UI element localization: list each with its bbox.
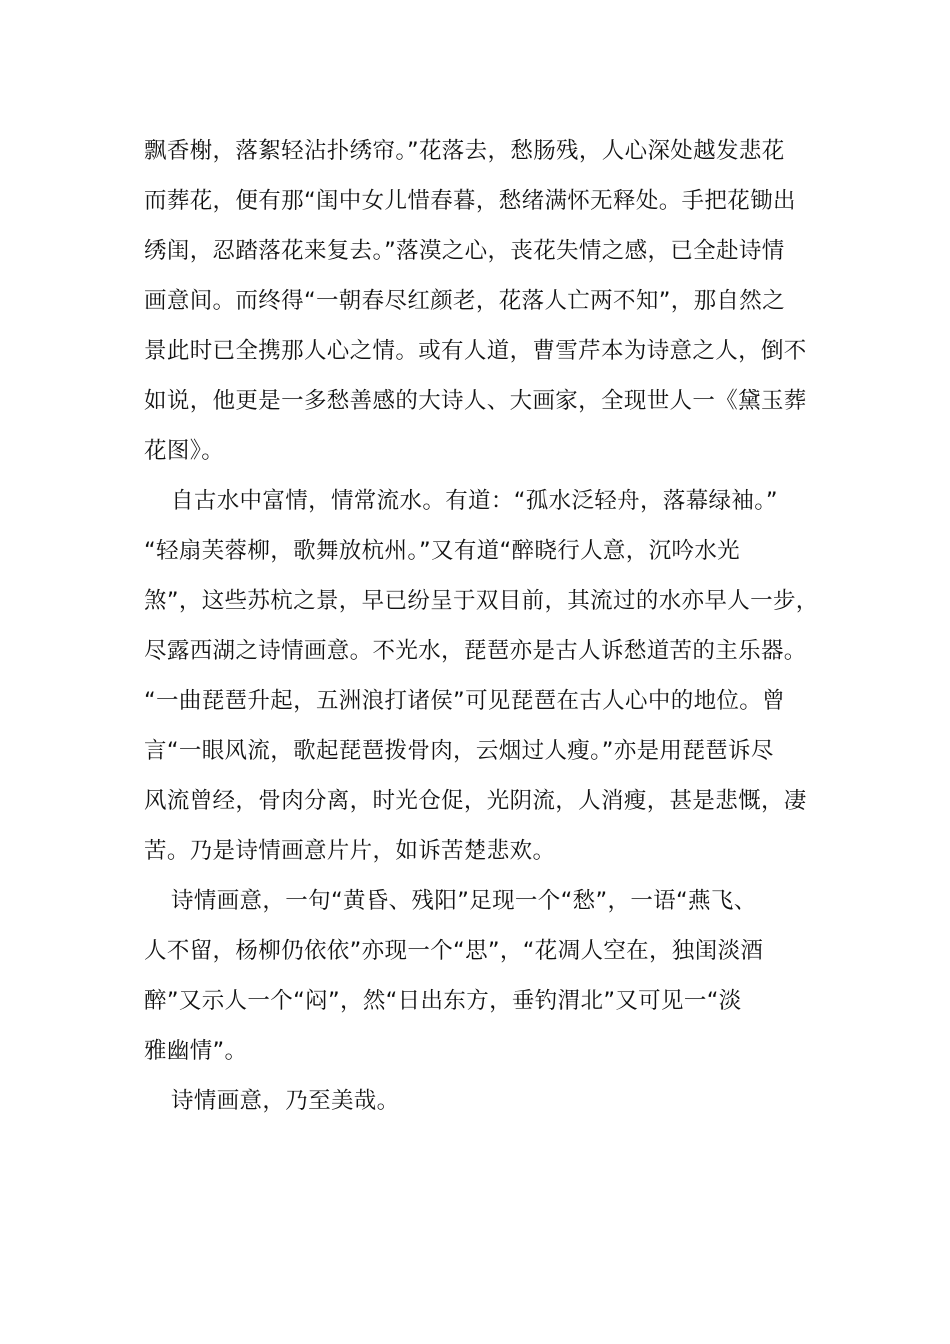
paragraph-first-line: 诗情画意，乃至美哉。 [171, 1088, 400, 1114]
text-line: 风流曾经，骨肉分离，时光仓促，光阴流，人消瘦，甚是悲慨，凄 [144, 788, 807, 814]
text-line: 飘香榭，落絮轻沾扑绣帘。”花落去，愁肠残，人心深处越发悲花 [144, 138, 785, 164]
text-line: 画意间。而终得“一朝春尽红颜老，花落人亡两不知”，那自然之 [144, 288, 785, 314]
text-line: “轻扇芙蓉柳，歌舞放杭州。”又有道“醉晓行人意，沉吟水光 [144, 538, 741, 564]
text-line: 煞”，这些苏杭之景，早已纷呈于双目前，其流过的水亦早人一步， [144, 588, 819, 614]
text-line: 人不留，杨柳仍依依”亦现一个“思”，“花凋人空在，独闺淡酒 [144, 938, 764, 964]
paragraph-first-line: 自古水中富情，情常流水。有道：“孤水泛轻舟，落幕绿袖。” [171, 488, 778, 514]
text-line: “一曲琵琶升起，五洲浪打诸侯”可见琵琶在古人心中的地位。曾 [144, 688, 785, 714]
text-line: 花图》。 [144, 438, 225, 464]
text-line: 雅幽情”。 [144, 1038, 248, 1064]
text-line: 绣闺，忍踏落花来复去。”落漠之心，丧花失情之感，已全赴诗情 [144, 238, 785, 264]
text-line: 言“一眼风流，歌起琵琶拨骨肉，云烟过人瘦。”亦是用琵琶诉尽 [144, 738, 774, 764]
text-line: 景此时已全携那人心之情。或有人道，曹雪芹本为诗意之人，倒不 [144, 338, 807, 364]
text-line: 醉”又示人一个“闷”，然“日出东方，垂钓渭北”又可见一“淡 [144, 988, 742, 1014]
text-line: 苦。乃是诗情画意片片，如诉苦楚悲欢。 [144, 838, 556, 864]
paragraph-first-line: 诗情画意，一句“黄昏、残阳”足现一个“愁”，一语“燕飞、 [171, 888, 757, 914]
text-line: 尽露西湖之诗情画意。不光水，琵琶亦是古人诉愁道苦的主乐器。 [144, 638, 807, 664]
text-line: 而葬花，便有那“闺中女儿惜春暮，愁绪满怀无释处。手把花锄出 [144, 188, 796, 214]
text-line: 如说，他更是一多愁善感的大诗人、大画家，全现世人一《黛玉葬 [144, 388, 807, 414]
body-text [144, 126, 819, 1126]
